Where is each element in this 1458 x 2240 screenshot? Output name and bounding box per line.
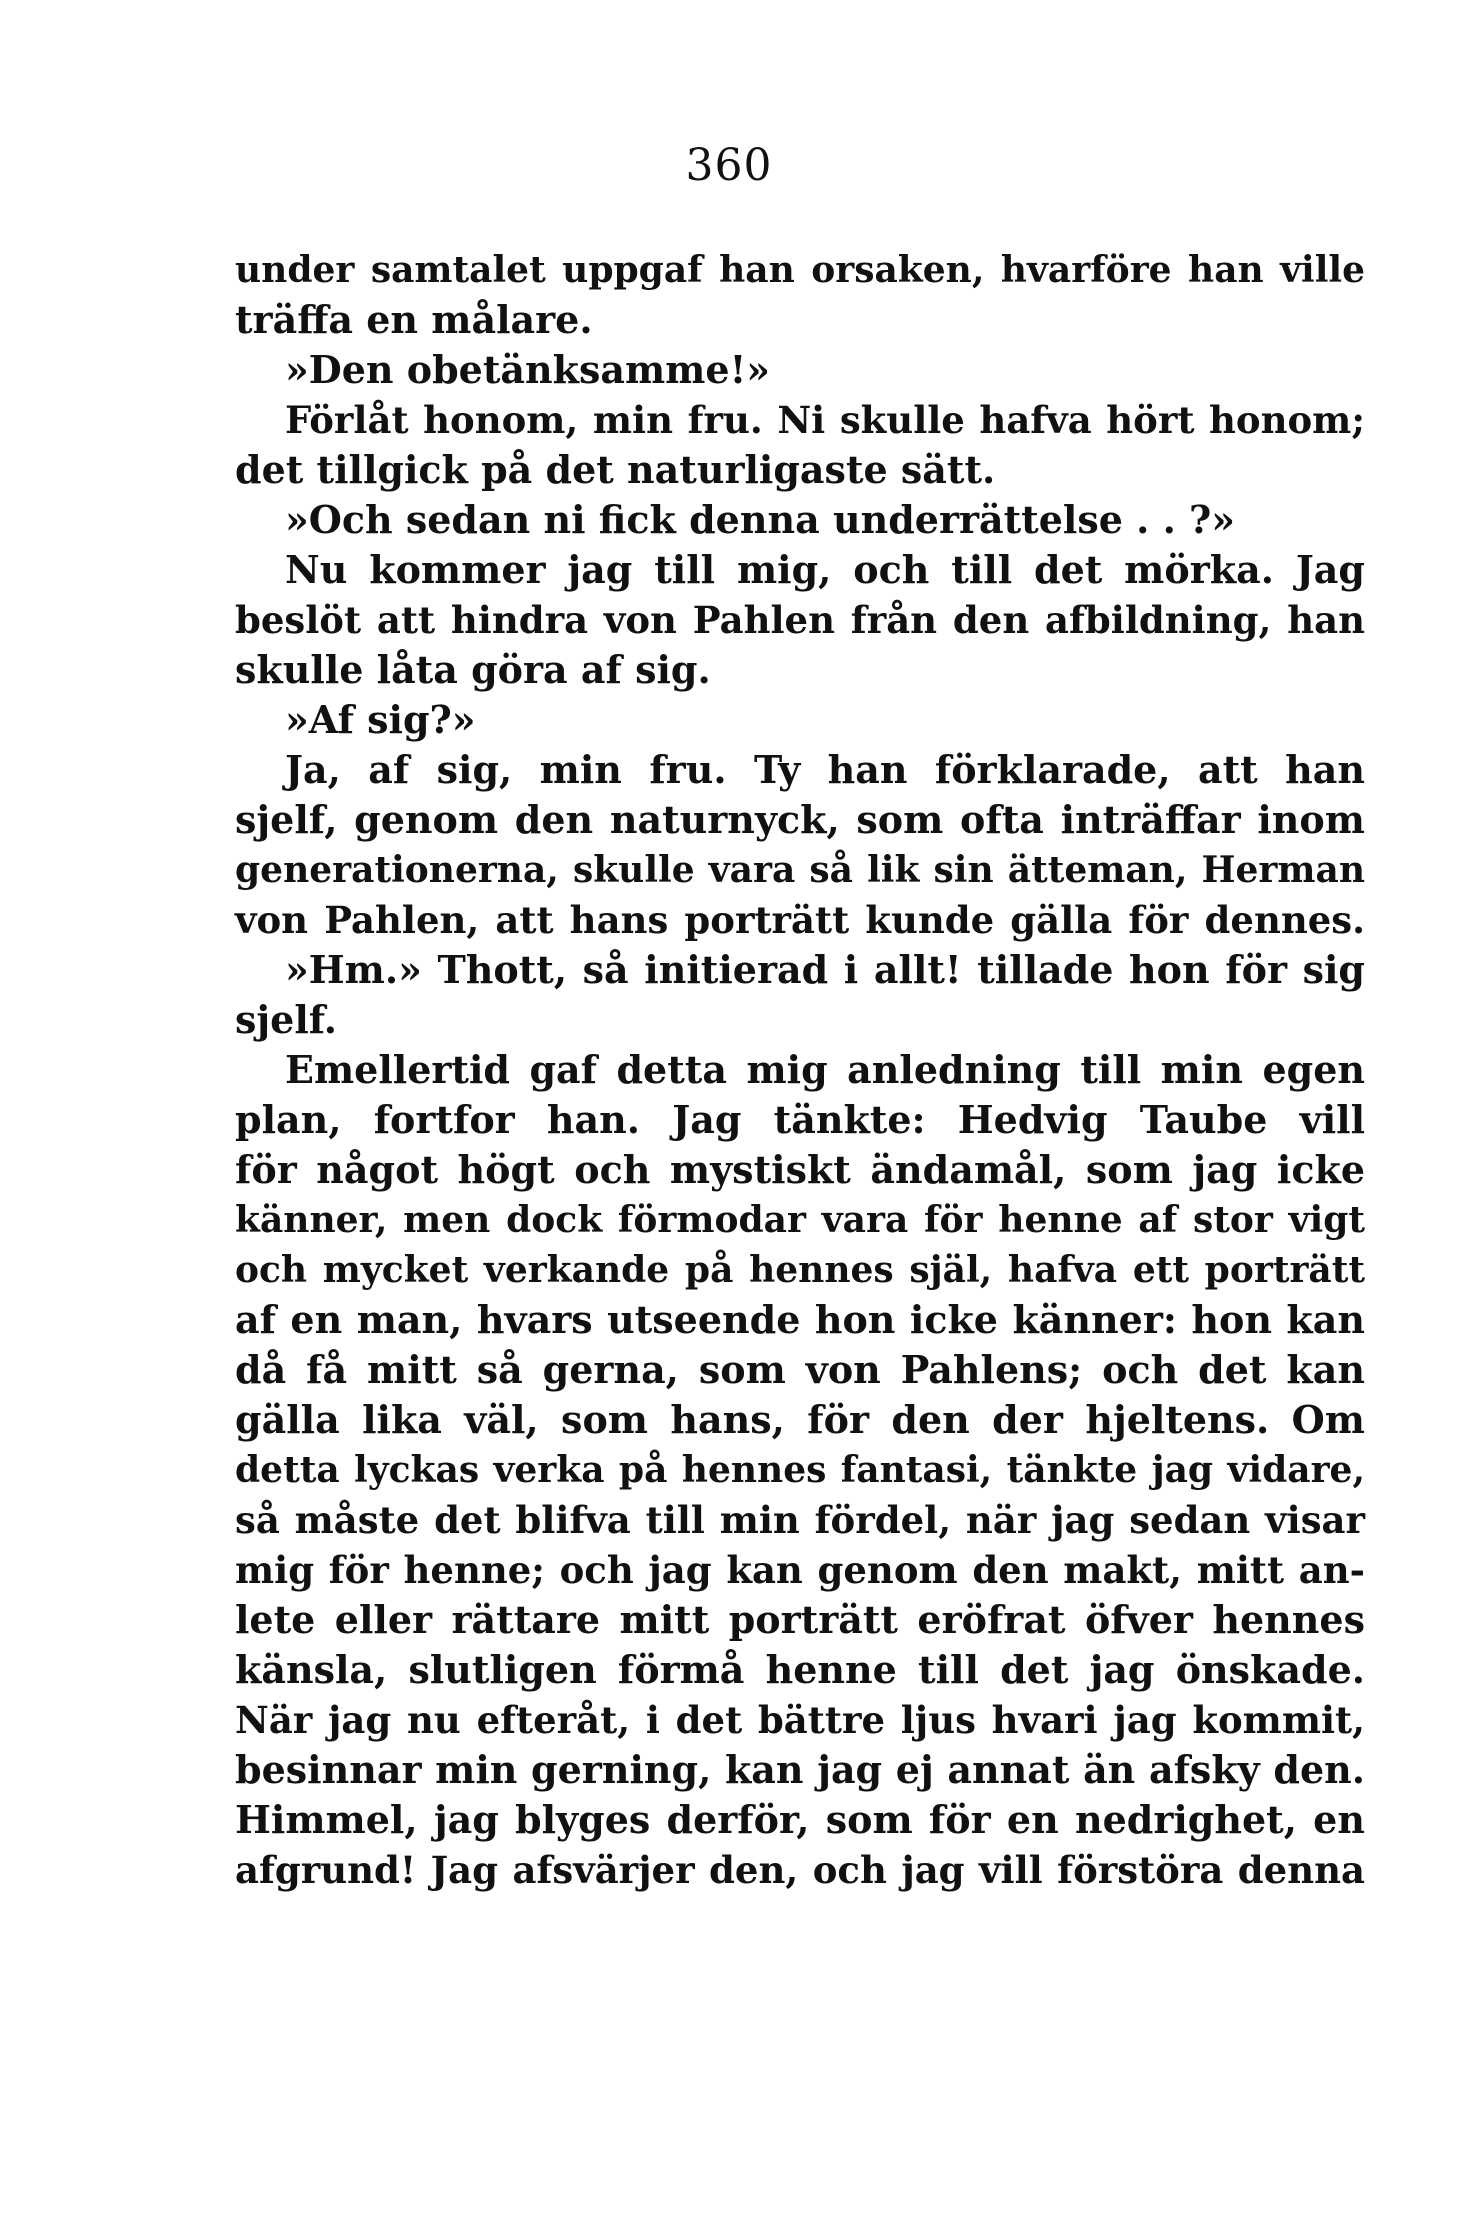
text-line: Himmel, jag blyges derför, som för en nedrighet, en xyxy=(235,1797,1365,1842)
text-line: sjelf. xyxy=(235,997,337,1042)
text-line: beslöt att hindra von Pahlen från den afbildning, han xyxy=(235,598,1365,642)
text-line: »Af sig?» xyxy=(285,697,476,742)
text-line: besinnar min gerning, kan jag ej annat än afsky den. xyxy=(235,1747,1365,1792)
text-line: afgrund! Jag afsvärjer den, och jag vill förstöra denna xyxy=(235,1848,1365,1892)
text-line: så måste det blifva till min fördel, när jag sedan visar xyxy=(235,1498,1365,1542)
text-line: för något högt och mystiskt ändamål, som jag icke xyxy=(235,1147,1365,1192)
text-line: Emellertid gaf detta mig anledning till min egen xyxy=(285,1047,1365,1092)
text-line: det tillgick på det naturligaste sätt. xyxy=(235,447,996,492)
text-line: af en man, hvars utseende hon icke känner: hon kan xyxy=(235,1297,1365,1342)
text-line: känner, men dock förmodar vara för henne af stor vigt xyxy=(235,1199,1365,1241)
text-line: »Och sedan ni fick denna underrättelse . . ?» xyxy=(285,497,1236,542)
text-line: »Hm.» Thott, så initierad i allt! tillade hon för sig xyxy=(285,947,1365,992)
text-line: Ja, af sig, min fru. Ty han förklarade, att han xyxy=(285,747,1365,792)
text-line: lete eller rättare mitt porträtt eröfrat öfver hennes xyxy=(235,1597,1365,1642)
text-line: Nu kommer jag till mig, och till det mörka. Jag xyxy=(285,547,1365,592)
text-line: gälla lika väl, som hans, för den der hjeltens. Om xyxy=(235,1397,1365,1442)
text-line: generationerna, skulle vara så lik sin ätteman, Herman xyxy=(235,849,1365,891)
page-number: 360 xyxy=(685,140,773,191)
text-line: känsla, slutligen förmå henne till det jag önskade. xyxy=(235,1647,1365,1692)
text-line: träffa en målare. xyxy=(235,297,593,342)
body-text xyxy=(235,245,1365,1895)
text-line: under samtalet uppgaf han orsaken, hvarföre han ville xyxy=(235,249,1365,291)
text-line: sjelf, genom den naturnyck, som ofta inträffar inom xyxy=(235,797,1365,842)
text-line: och mycket verkande på hennes själ, hafva ett porträtt xyxy=(235,1249,1365,1291)
text-line: von Pahlen, att hans porträtt kunde gälla för dennes. xyxy=(235,898,1365,942)
text-line: Förlåt honom, min fru. Ni skulle hafva hört honom; xyxy=(285,398,1365,442)
text-line: detta lyckas verka på hennes fantasi, tänkte jag vidare, xyxy=(235,1449,1365,1491)
text-line: mig för henne; och jag kan genom den makt, mitt an- xyxy=(235,1548,1365,1592)
text-line: plan, fortfor han. Jag tänkte: Hedvig Taube vill xyxy=(235,1097,1365,1142)
text-line: då få mitt så gerna, som von Pahlens; och det kan xyxy=(235,1347,1365,1392)
text-line: »Den obetänksamme!» xyxy=(285,347,771,392)
text-line: När jag nu efteråt, i det bättre ljus hvari jag kommit, xyxy=(235,1698,1365,1742)
text-line: skulle låta göra af sig. xyxy=(235,647,711,692)
